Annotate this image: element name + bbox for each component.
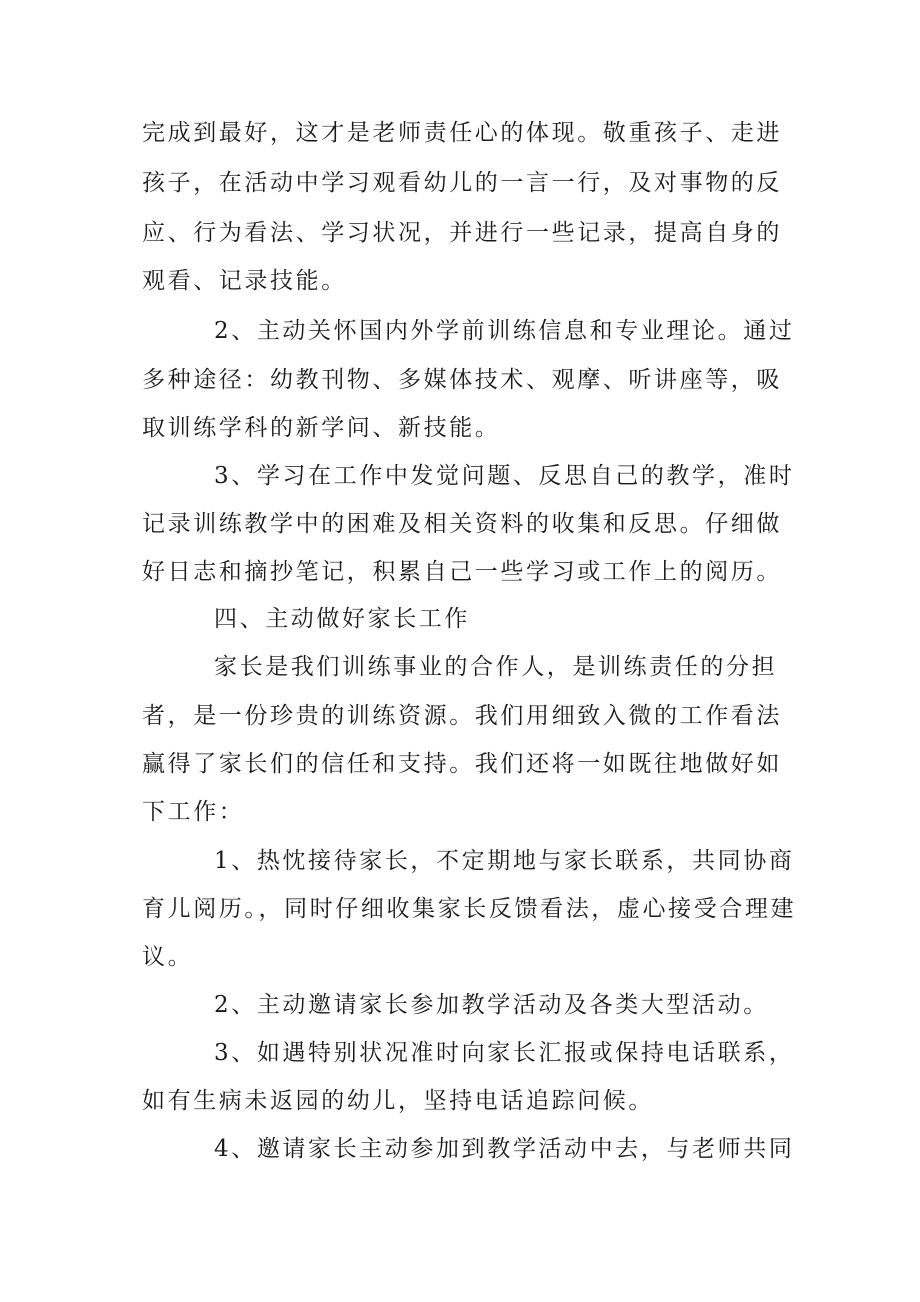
- text-line: 取训练学科的新学问、新技能。: [142, 415, 501, 441]
- text-line: 完成到最好，这才是老师责任心的体现。敬重孩子、走进: [142, 120, 782, 146]
- text-line: 赢得了家长们的信任和支持。我们还将一如既往地做好如: [142, 751, 782, 777]
- text-line: 如有生病未返园的幼儿，坚持电话追踪问候。: [142, 1088, 654, 1114]
- section-heading: 四、主动做好家长工作: [214, 606, 470, 632]
- text-line: 孩子，在活动中学习观看幼儿的一言一行，及对事物的反: [142, 170, 782, 196]
- text-line: 应、行为看法、学习状况，并进行一些记录，提高自身的: [142, 220, 782, 246]
- text-line: 1、热忱接待家长，不定期地与家长联系，共同协商: [214, 848, 795, 874]
- text-line: 4、邀请家长主动参加到教学活动中去，与老师共同: [214, 1136, 795, 1162]
- text-line: 育儿阅历。，同时仔细收集家长反馈看法，虚心接受合理建: [142, 896, 797, 922]
- text-line: 多种途径：幼教刊物、多媒体技术、观摩、听讲座等，吸: [142, 367, 782, 393]
- text-line: 者，是一份珍贵的训练资源。我们用细致入微的工作看法: [142, 703, 782, 729]
- text-line: 2、主动邀请家长参加教学活动及各类大型活动。: [214, 992, 769, 1018]
- text-line: 家长是我们训练事业的合作人，是训练责任的分担: [214, 654, 778, 680]
- text-line: 议。: [142, 944, 194, 970]
- text-line: 记录训练教学中的困难及相关资料的收集和反思。仔细做: [142, 511, 782, 537]
- text-line: 2、主动关怀国内外学前训练信息和专业理论。通过: [214, 318, 795, 344]
- text-line: 3、学习在工作中发觉问题、反思自己的教学，准时: [214, 463, 795, 489]
- text-line: 3、如遇特别状况准时向家长汇报或保持电话联系，: [214, 1040, 795, 1066]
- text-line: 下工作：: [142, 799, 245, 825]
- text-line: 好日志和摘抄笔记，积累自己一些学习或工作上的阅历。: [142, 559, 782, 585]
- text-line: 观看、记录技能。: [142, 268, 347, 294]
